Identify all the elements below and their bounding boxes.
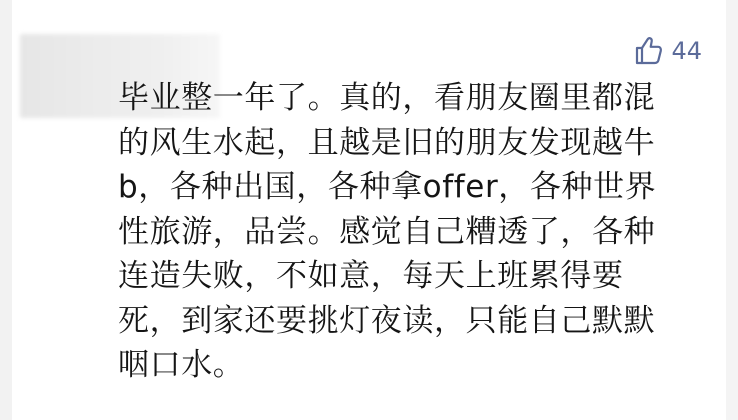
comment-line: 死，到家还要挑灯夜读，只能自己默默 [118,302,656,339]
comment-text [118,76,718,388]
left-divider [0,0,12,420]
comment-line: 性旅游，品尝。感觉自己糟透了，各种 [118,213,656,250]
thumbs-up-icon[interactable] [631,33,665,67]
comment-line: 咽口水。 [118,347,245,383]
comment-line: b，各种出国，各种拿offer，各种世界 [118,169,657,205]
comment-line: 的风生水起，且越是旧的朋友发现越牛 [118,124,656,161]
like-button[interactable] [631,33,702,67]
comment-line: 连造失败，不如意，每天上班累得要 [118,258,624,294]
right-divider [726,0,738,420]
comment-line: 毕业整一年了。真的，看朋友圈里都混 [118,80,656,116]
like-count: 44 [671,37,702,65]
